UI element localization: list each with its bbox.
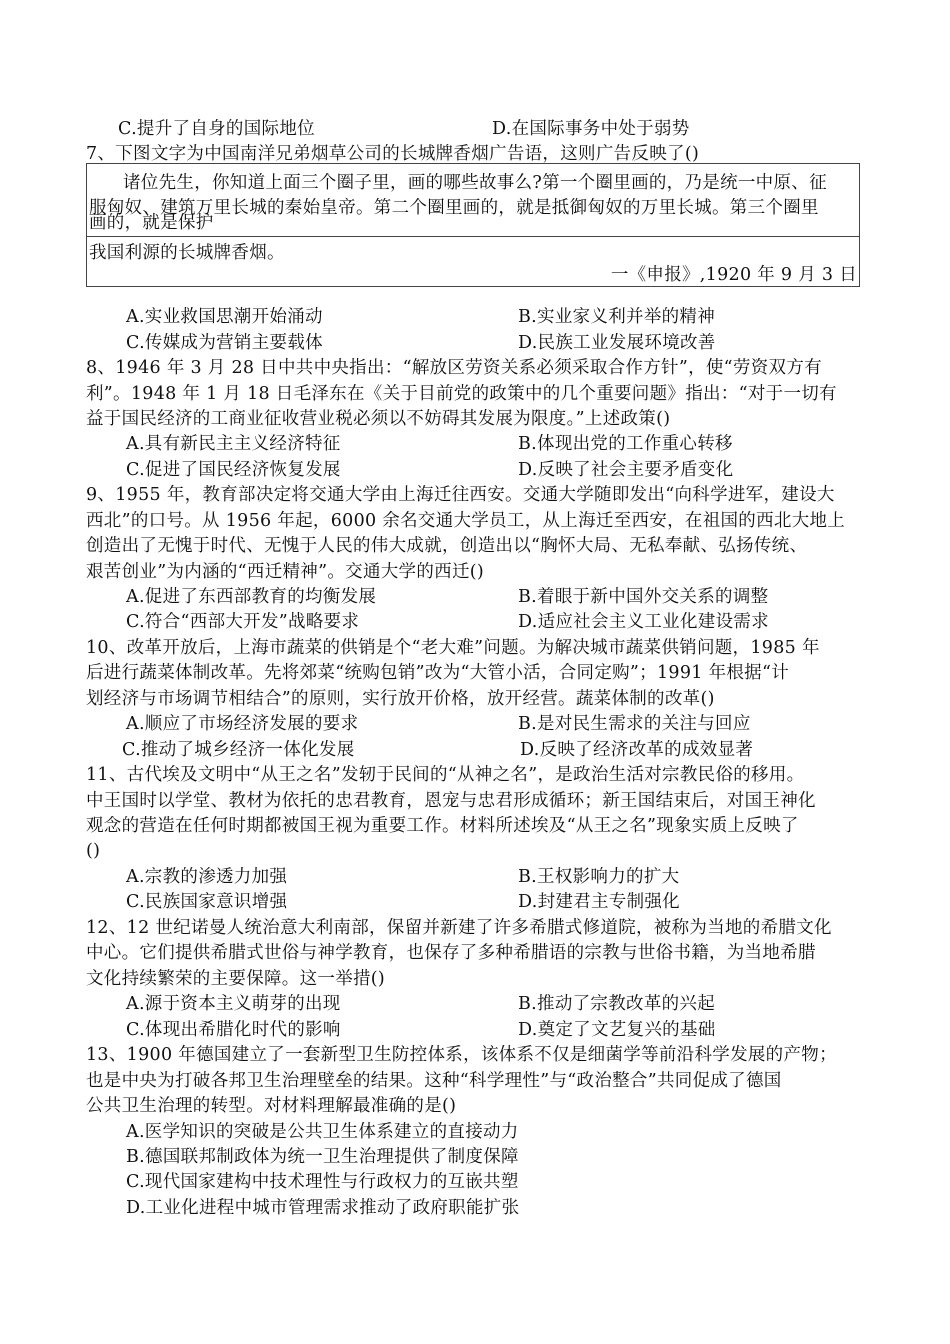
q9-option-d: D.适应社会主义工业化建设需求 — [518, 612, 769, 632]
q8-option-c: C.促进了国民经济恢复发展 — [126, 460, 341, 480]
q8-option-a: A.具有新民主主义经济特征 — [126, 434, 341, 454]
q8-line2: 利”。1948 年 1 月 18 日毛泽东在《关于目前党的政策中的几个重要问题》指出：“对于一切有 — [86, 384, 837, 404]
q9-line2: 西北”的口号。从 1956 年起，6000 余名交通大学员工，从上海迁至西安，在祖国的西北大地上 — [86, 511, 846, 531]
q7-quote-source: 一《申报》,1920 年 9 月 3 日 — [610, 265, 857, 285]
q9-line3: 创造出了无愧于时代、无愧于人民的伟大成就，创造出以“胸怀大局、无私奉献、弘扬传统、 — [86, 536, 808, 556]
q11-line1: 11、古代埃及文明中“从王之名”发轫于民间的“从神之名”，是政治生活对宗教民俗的移用。 — [86, 765, 805, 785]
q8-option-d: D.反映了社会主要矛盾变化 — [518, 460, 734, 480]
q12-line1: 12、12 世纪诺曼人统治意大利南部，保留并新建了许多希腊式修道院，被称为当地的希腊文化 — [86, 918, 832, 938]
q11-option-a: A.宗教的渗透力加强 — [126, 867, 288, 887]
q9-option-b: B.着眼于新中国外交关系的调整 — [518, 587, 769, 607]
q7-box-divider — [87, 236, 859, 237]
q12-line3: 文化持续繁荣的主要保障。这一举措() — [86, 969, 386, 989]
q7-option-c: C.传媒成为营销主要载体 — [126, 333, 323, 353]
q9-line4: 艰苦创业”为内涵的“西迁精神”。交通大学的西迁() — [86, 562, 484, 582]
q6-option-d: D.在国际事务中处于弱势 — [492, 119, 690, 139]
q8-option-b: B.体现出党的工作重心转移 — [518, 434, 733, 454]
q7-quote-box — [86, 163, 860, 287]
q13-option-c: C.现代国家建构中技术理性与行政权力的互嵌共塑 — [126, 1172, 519, 1192]
q11-option-b: B.王权影响力的扩大 — [518, 867, 680, 887]
q11-option-c: C.民族国家意识增强 — [126, 892, 288, 912]
q12-option-a: A.源于资本主义萌芽的出现 — [126, 994, 341, 1014]
q10-option-b: B.是对民生需求的关注与回应 — [518, 714, 751, 734]
q9-option-c: C.符合“西部大开发”战略要求 — [126, 612, 360, 632]
q7-quote-line3: 画的，就是保护 — [89, 213, 214, 233]
q10-option-c: C.推动了城乡经济一体化发展 — [122, 740, 355, 760]
q11-option-d: D.封建君主专制强化 — [518, 892, 680, 912]
q10-line1: 10、改革开放后，上海市蔬菜的供销是个“老大难”问题。为解决城市蔬菜供销问题，1985 年 — [86, 638, 820, 658]
q13-line1: 13、1900 年德国建立了一套新型卫生防控体系，该体系不仅是细菌学等前沿科学发展的产物； — [86, 1045, 837, 1065]
q13-line2: 也是中央为打破各邦卫生治理壁垒的结果。这种“科学理性”与“政治整合”共同促成了德国 — [86, 1071, 782, 1091]
q9-line1: 9、1955 年，教育部决定将交通大学由上海迁往西安。交通大学随即发出“向科学进军，建设大 — [86, 485, 835, 505]
q11-line2: 中王国时以学堂、教材为依托的忠君教育，恩宠与忠君形成循环；新王国结束后，对国王神化 — [86, 791, 816, 811]
q12-option-c: C.体现出希腊化时代的影响 — [126, 1020, 341, 1040]
q10-line3: 划经济与市场调节相结合”的原则，实行放开价格，放开经营。蔬菜体制的改革() — [86, 689, 715, 709]
q7-option-a: A.实业救国思潮开始涌动 — [126, 307, 323, 327]
q9-option-a: A.促进了东西部教育的均衡发展 — [126, 587, 377, 607]
q7-quote-line1: 诸位先生，你知道上面三个圈子里，画的哪些故事么?第一个圈里画的，乃是统一中原、征 — [123, 173, 827, 193]
q6-option-c: C.提升了自身的国际地位 — [118, 119, 315, 139]
q8-line1: 8、1946 年 3 月 28 日中共中央指出：“解放区劳资关系必须采取合作方针”，使“劳资双方有 — [86, 358, 822, 378]
q10-line2: 后进行蔬菜体制改革。先将郊菜“统购包销”改为“大管小活，合同定购”；1991 年根据“计 — [86, 663, 790, 683]
q10-option-a: A.顺应了市场经济发展的要求 — [126, 714, 359, 734]
q7-option-d: D.民族工业发展环境改善 — [518, 333, 716, 353]
q13-option-d: D.工业化进程中城市管理需求推动了政府职能扩张 — [126, 1198, 520, 1218]
q10-option-d: D.反映了经济改革的成效显著 — [520, 740, 754, 760]
q12-option-b: B.推动了宗教改革的兴起 — [518, 994, 716, 1014]
q11-line4: () — [86, 841, 101, 861]
q12-line2: 中心。它们提供希腊式世俗与神学教育，也保存了多种希腊语的宗教与世俗书籍，为当地希腊 — [86, 943, 816, 963]
q7-quote-line4: 我国利源的长城牌香烟。 — [89, 243, 285, 263]
q13-option-a: A.医学知识的突破是公共卫生体系建立的直接动力 — [126, 1122, 519, 1142]
q8-line3: 益于国民经济的工商业征收营业税必须以不妨碍其发展为限度。”上述政策() — [86, 409, 671, 429]
q7-stem: 7、下图文字为中国南洋兄弟烟草公司的长城牌香烟广告语，这则广告反映了() — [86, 144, 700, 164]
q7-option-b: B.实业家义利并举的精神 — [518, 307, 716, 327]
q11-line3: 观念的营造在任何时期都被国王视为重要工作。材料所述埃及“从王之名”现象实质上反映了 — [86, 816, 799, 836]
q13-option-b: B.德国联邦制政体为统一卫生治理提供了制度保障 — [126, 1147, 519, 1167]
q13-line3: 公共卫生治理的转型。对材料理解最准确的是() — [86, 1096, 457, 1116]
q12-option-d: D.奠定了文艺复兴的基础 — [518, 1020, 716, 1040]
q7-quote-line2: 服匈奴、建筑万里长城的秦始皇帝。第二个圈里画的，就是抵御匈奴的万里长城。第三个圈里 — [89, 198, 819, 218]
